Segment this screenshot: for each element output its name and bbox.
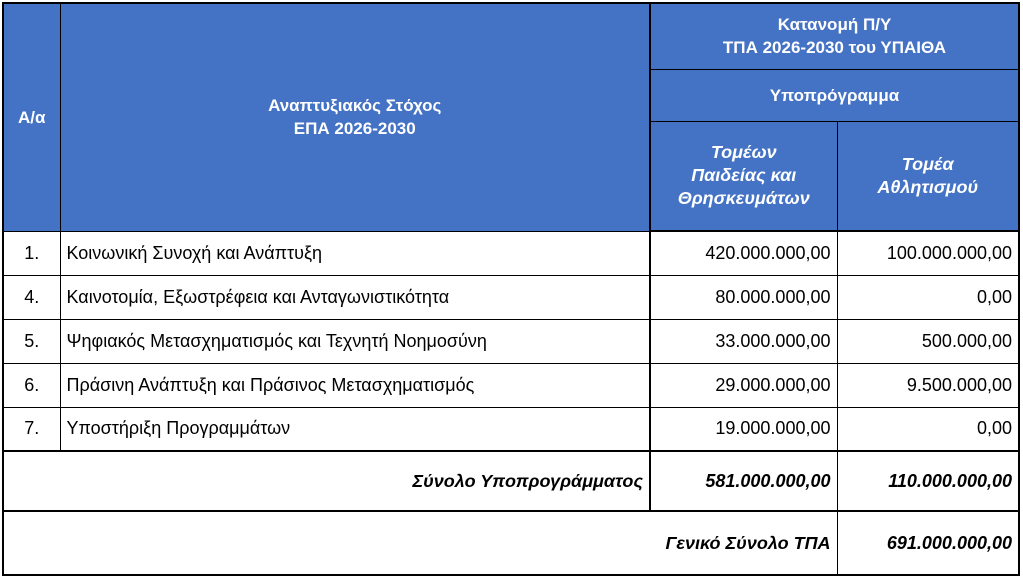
table-row xyxy=(3,231,1019,275)
row-index: 1. xyxy=(3,231,60,275)
header-goal-line2: ΕΠΑ 2026-2030 xyxy=(293,119,416,139)
row-sports-amount: 100.000.000,00 xyxy=(837,231,1019,275)
header-col-sports: Τομέα Αθλητισμού xyxy=(837,121,1019,231)
grand-total-value: 691.000.000,00 xyxy=(837,511,1019,575)
row-goal: Πράσινη Ανάπτυξη και Πράσινος Μετασχηματισμός xyxy=(60,363,650,407)
grand-total-row xyxy=(3,511,1019,575)
table-row xyxy=(3,275,1019,319)
subtotal-education: 581.000.000,00 xyxy=(650,451,837,511)
row-education-amount: 29.000.000,00 xyxy=(650,363,837,407)
row-index: 7. xyxy=(3,407,60,451)
row-goal: Ψηφιακός Μετασχηματισμός και Τεχνητή Νοημοσύνη xyxy=(60,319,650,363)
row-goal: Καινοτομία, Εξωστρέφεια και Ανταγωνιστικότητα xyxy=(60,275,650,319)
subtotal-row xyxy=(3,451,1019,511)
row-education-amount: 33.000.000,00 xyxy=(650,319,837,363)
header-index: Α/α xyxy=(3,3,60,231)
row-education-amount: 420.000.000,00 xyxy=(650,231,837,275)
row-index: 4. xyxy=(3,275,60,319)
row-education-amount: 19.000.000,00 xyxy=(650,407,837,451)
grand-total-label: Γενικό Σύνολο ΤΠΑ xyxy=(3,511,837,575)
row-education-amount: 80.000.000,00 xyxy=(650,275,837,319)
row-sports-amount: 500.000,00 xyxy=(837,319,1019,363)
header-allocation-line1: Κατανομή Π/Υ xyxy=(777,15,892,35)
table-row xyxy=(3,363,1019,407)
row-sports-amount: 0,00 xyxy=(837,407,1019,451)
row-sports-amount: 9.500.000,00 xyxy=(837,363,1019,407)
header-allocation-line2: ΤΠΑ 2026-2030 του ΥΠΑΙΘΑ xyxy=(722,38,947,58)
row-index: 6. xyxy=(3,363,60,407)
header-goal xyxy=(60,3,650,231)
table-row xyxy=(3,319,1019,363)
header-col-education: Τομέων Παιδείας και Θρησκευμάτων xyxy=(650,121,837,231)
subtotal-sports: 110.000.000,00 xyxy=(837,451,1019,511)
row-goal: Υποστήριξη Προγραμμάτων xyxy=(60,407,650,451)
header-subprogram: Υποπρόγραμμα xyxy=(650,69,1019,121)
budget-table xyxy=(2,2,1020,576)
row-goal: Κοινωνική Συνοχή και Ανάπτυξη xyxy=(60,231,650,275)
subtotal-label: Σύνολο Υποπρογράμματος xyxy=(3,451,650,511)
row-index: 5. xyxy=(3,319,60,363)
header-allocation xyxy=(650,3,1019,69)
header-goal-line1: Αναπτυξιακός Στόχος xyxy=(268,96,442,116)
row-sports-amount: 0,00 xyxy=(837,275,1019,319)
table-row xyxy=(3,407,1019,451)
